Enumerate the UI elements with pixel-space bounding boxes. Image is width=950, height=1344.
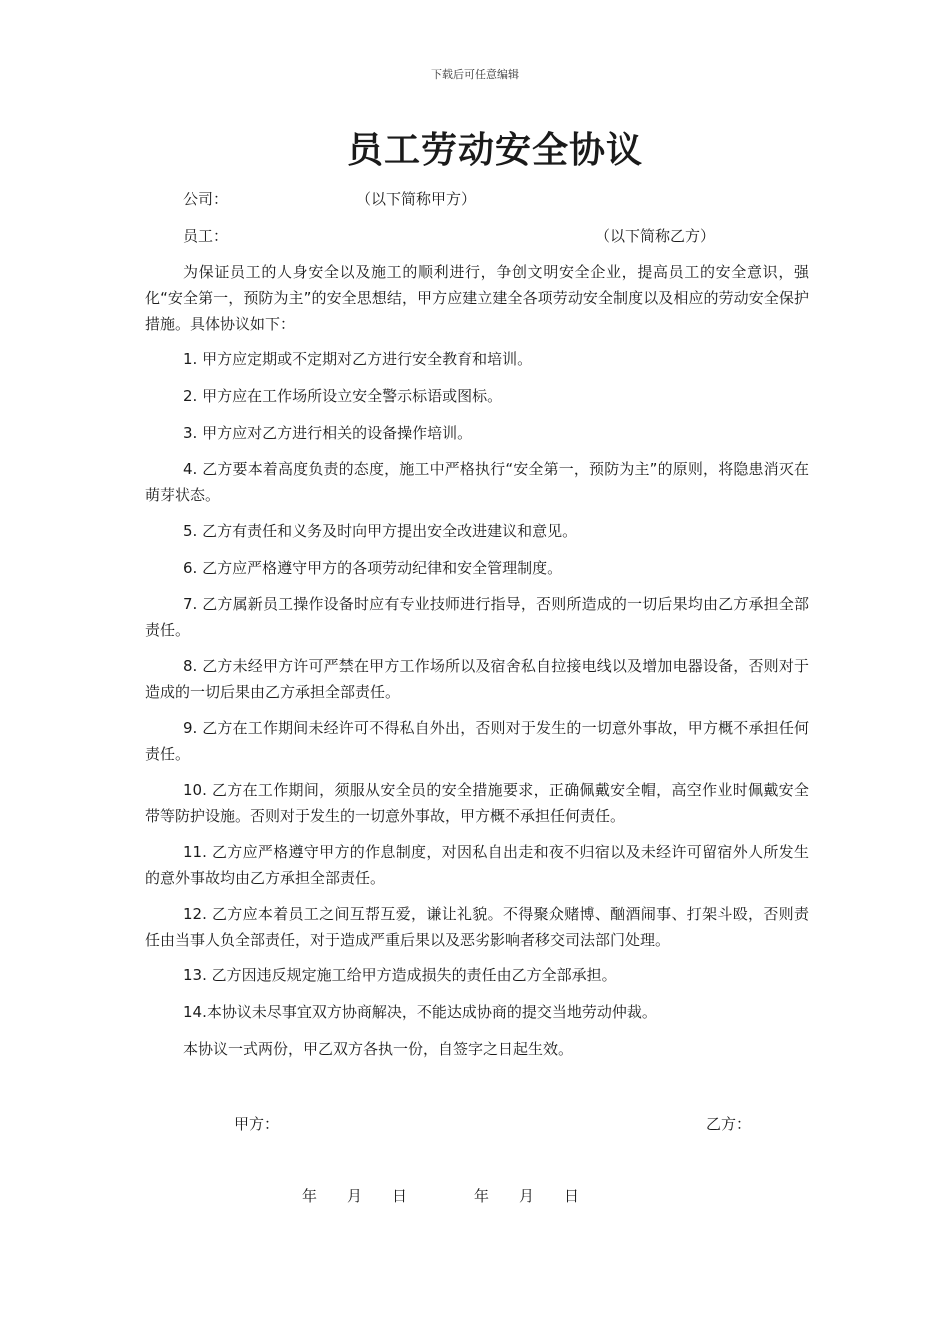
signature-party-b: 乙方：	[706, 1115, 752, 1133]
employee-label: 员工：	[183, 227, 229, 245]
clause-5: 5. 乙方有责任和义务及时向甲方提出安全改进建议和意见。	[183, 522, 578, 540]
clause-11: 11. 乙方应严格遵守甲方的作息制度，对因私自出走和夜不归宿以及未经许可留宿外人所发生的意外事故均由乙方承担全部责任。	[145, 843, 809, 887]
clause-3: 3. 甲方应对乙方进行相关的设备操作培训。	[183, 424, 473, 442]
header-note: 下载后可任意编辑	[431, 68, 519, 81]
intro-paragraph: 为保证员工的人身安全以及施工的顺利进行，争创文明安全企业，提高员工的安全意识，强化“安全第一，预防为主”的安全思想结，甲方应建立建全各项劳动安全制度以及相应的劳动安全保护措施。具体协议如下：	[145, 263, 809, 333]
clause-2: 2. 甲方应在工作场所设立安全警示标语或图标。	[183, 387, 503, 405]
clause-13: 13. 乙方因违反规定施工给甲方造成损失的责任由乙方全部承担。	[183, 966, 617, 984]
clause-14: 14.本协议未尽事宜双方协商解决，不能达成协商的提交当地劳动仲裁。	[183, 1003, 657, 1021]
signature-date-a: 年 月 日	[302, 1187, 408, 1205]
clause-8: 8. 乙方未经甲方许可严禁在甲方工作场所以及宿舍私自拉接电线以及增加电器设备，否则对于造成的一切后果由乙方承担全部责任。	[145, 657, 809, 701]
signature-date-b: 年 月 日	[474, 1187, 580, 1205]
clause-1: 1. 甲方应定期或不定期对乙方进行安全教育和培训。	[183, 350, 533, 368]
clause-6: 6. 乙方应严格遵守甲方的各项劳动纪律和安全管理制度。	[183, 559, 563, 577]
employee-suffix: （以下简称乙方）	[595, 227, 716, 245]
clause-9: 9. 乙方在工作期间未经许可不得私自外出，否则对于发生的一切意外事故，甲方概不承担任何责任。	[145, 719, 809, 763]
clause-7: 7. 乙方属新员工操作设备时应有专业技师进行指导，否则所造成的一切后果均由乙方承担全部责任。	[145, 595, 809, 639]
clause-10: 10. 乙方在工作期间，须服从安全员的安全措施要求，正确佩戴安全帽，高空作业时佩戴安全带等防护设施。否则对于发生的一切意外事故，甲方概不承担任何责任。	[145, 781, 809, 825]
document-title: 员工劳动安全协议	[346, 129, 643, 171]
signature-party-a: 甲方：	[234, 1115, 280, 1133]
clause-12: 12. 乙方应本着员工之间互帮互爱，谦让礼貌。不得聚众赌博、酗酒闹事、打架斗殴，否则责任由当事人负全部责任，对于造成严重后果以及恶劣影响者移交司法部门处理。	[145, 905, 809, 949]
closing-statement: 本协议一式两份，甲乙双方各执一份，自签字之日起生效。	[183, 1040, 574, 1058]
clause-4: 4. 乙方要本着高度负责的态度，施工中严格执行“安全第一，预防为主”的原则，将隐患消灭在萌芽状态。	[145, 460, 809, 504]
company-label: 公司：	[183, 190, 229, 208]
company-suffix: （以下简称甲方）	[356, 190, 477, 208]
